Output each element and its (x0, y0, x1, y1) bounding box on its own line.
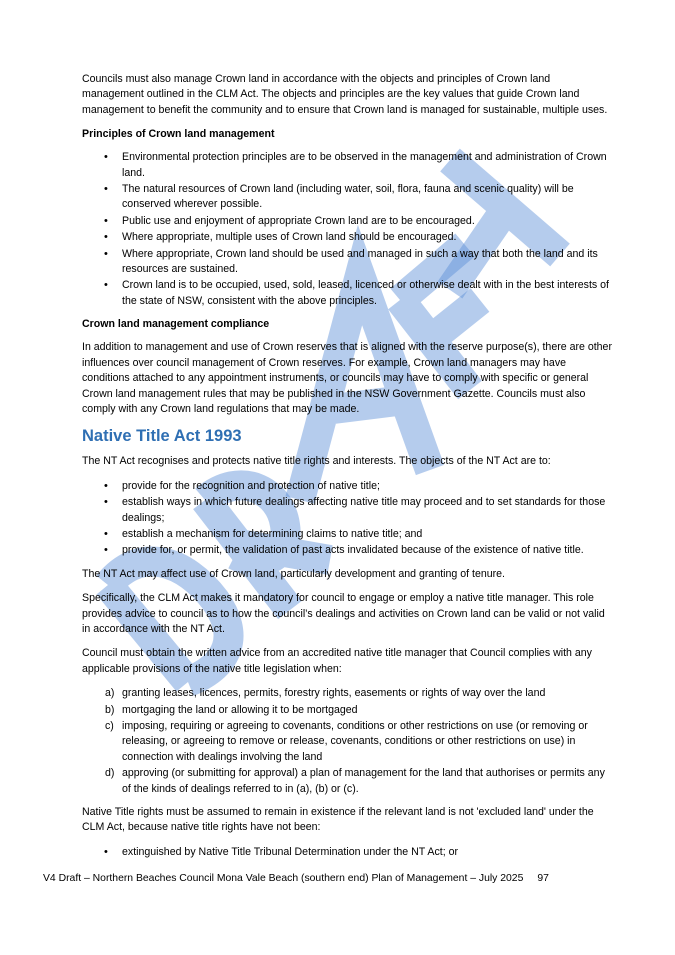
list-item: d) approving (or submitting for approval) a plan of management for the land that authorises or permits any of the kinds of dealings referred to in (a), (b) or (c). (105, 767, 605, 795)
native-title-p4: Native Title rights must be assumed to remain in existence if the relevant land is not 'excluded land' under the CLM Act, because native title rights have not been: (82, 806, 594, 834)
when-list (82, 686, 612, 797)
list-item: c) imposing, requiring or agreeing to covenants, conditions or other restrictions on use (or removing or releasing, or agreeing to remove or release, covenants, conditions or other restrictions on use) in connection with dealings involving the land (105, 720, 588, 763)
native-title-intro: The NT Act recognises and protects native title rights and interests. The objects of the NT Act are to: (82, 455, 551, 468)
list-item: • Where appropriate, multiple uses of Crown land should be encouraged. (82, 230, 612, 245)
footer-text: V4 Draft – Northern Beaches Council Mona Vale Beach (southern end) Plan of Management – July 2025 (43, 873, 524, 884)
bullet-icon: • (104, 496, 108, 509)
bullet-icon: • (104, 527, 108, 540)
bullet-icon: • (104, 479, 108, 492)
extinguished-list (82, 845, 612, 860)
page-footer (43, 872, 643, 886)
list-item: • establish a mechanism for determining claims to native title; and (82, 527, 612, 542)
bullet-icon: • (104, 247, 108, 260)
bullet-icon: • (104, 183, 108, 196)
bullet-icon: • (104, 279, 108, 292)
list-item: • Public use and enjoyment of appropriate Crown land are to be encouraged. (82, 214, 612, 229)
list-marker: c) (105, 720, 114, 732)
list-item: • The natural resources of Crown land (including water, soil, flora, fauna and scenic quality) will be conserved wherever possible. (104, 183, 574, 211)
list-item: • provide for the recognition and protection of native title; (82, 479, 612, 494)
list-item: b) mortgaging the land or allowing it to be mortgaged (82, 703, 612, 718)
list-item: • Environmental protection principles are to be observed in the management and administration of Crown land. (104, 151, 607, 179)
bullet-icon: • (104, 151, 108, 164)
intro-paragraph: Councils must also manage Crown land in accordance with the objects and principles of Crown land management outlined in the CLM Act. The objects and principles are the key values that guide Crown land management to benefit the community and to ensure that Crown land is managed for sustainable, multiple uses. (82, 73, 608, 116)
list-item: • Crown land is to be occupied, used, sold, leased, licenced or otherwise dealt with in the best interests of the state of NSW, consistent with the above principles. (104, 279, 609, 307)
list-item: • Where appropriate, Crown land should be used and managed in such a way that both the land and its resources are sustained. (104, 247, 598, 276)
native-title-p3: Council must obtain the written advice from an accredited native title manager that Council complies with any applicable provisions of the native title legislation when: (82, 647, 592, 675)
native-title-heading: Native Title Act 1993 (82, 427, 242, 446)
native-title-objects-list (82, 479, 612, 559)
native-title-p2: Specifically, the CLM Act makes it mandatory for council to engage or employ a native title manager. This role provides advice to council as to how the council’s dealings and activities on Crown land can be valid or not valid in accordance with the NT Act. (82, 592, 605, 635)
list-marker: d) (105, 767, 115, 780)
list-item: • provide for, or permit, the validation of past acts invalidated because of the existence of native title. (82, 543, 612, 558)
document-page (82, 72, 612, 868)
list-item: • extinguished by Native Title Tribunal Determination under the NT Act; or (82, 845, 612, 860)
page-number: 97 (537, 873, 549, 884)
bullet-icon: • (104, 214, 108, 227)
compliance-paragraph: In addition to management and use of Crown reserves that is aligned with the reserve purpose(s), there are other influences over council management of Crown reserves. For example, Crown land managers may have conditions attached to any appointment instruments, or councils may have to comply with specific or general Crown land management rules that may be published in the NSW Government Gazette. Councils must also comply with any Crown land regulations that may be made. (82, 341, 612, 415)
list-marker: a) (105, 687, 115, 700)
bullet-icon: • (104, 231, 108, 244)
bullet-icon: • (104, 845, 108, 858)
principles-list (82, 150, 612, 309)
principles-heading: Principles of Crown land management (82, 128, 275, 141)
list-item: • establish ways in which future dealings affecting native title may proceed and to set standards for those dealings; (104, 496, 606, 524)
bullet-icon: • (104, 544, 108, 557)
list-marker: b) (105, 703, 115, 716)
native-title-p1: The NT Act may affect use of Crown land, particularly development and granting of tenure. (82, 567, 505, 580)
list-item: a) granting leases, licences, permits, forestry rights, easements or rights of way over the land (82, 686, 612, 701)
compliance-heading: Crown land management compliance (82, 318, 270, 331)
